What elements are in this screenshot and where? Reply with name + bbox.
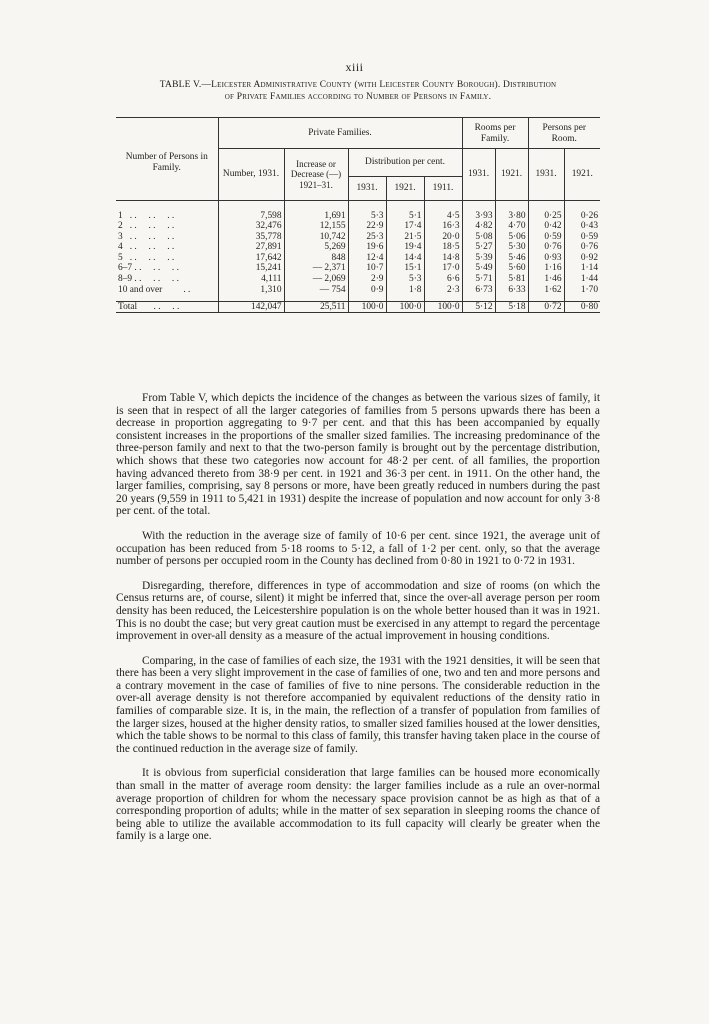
body-text [116, 392, 600, 855]
cell-rooms-1921: 5·81 [495, 274, 528, 285]
header-persons-1921: 1921. [564, 149, 600, 201]
total-increase: 25,511 [284, 301, 348, 313]
page-number: xiii [345, 60, 364, 74]
header-dist-1911: 1911. [424, 177, 462, 201]
paragraph: With the reduction in the average size of family of 10·6 per cent. since 1921, the average unit of occupation has been reduced from 5·18 rooms to 5·12, a fall of 1·2 per cent. only, so that the average number of persons per occupied room in the County has declined from 0·80 in 1921 to 0·72 in 1931. [116, 529, 600, 568]
total-label: Total . . . . [116, 301, 218, 313]
cell-rooms-1921: 3·80 [495, 211, 528, 222]
total-persons-1921: 0·80 [564, 301, 600, 313]
cell-dist-1931: 25·3 [348, 232, 386, 243]
cell-rooms-1931: 5·08 [462, 232, 495, 243]
cell-dist-1911: 4·5 [424, 211, 462, 222]
cell-number: 15,241 [218, 263, 284, 274]
row-label: 8–9 . . . . . . [118, 274, 179, 285]
cell-number: 35,778 [218, 232, 284, 243]
cell-dist-1911: 14·8 [424, 253, 462, 264]
table-row [116, 232, 600, 243]
row-label: 10 and over . . [118, 284, 191, 295]
cell-persons-1931: 0·25 [528, 211, 564, 222]
cell-rooms-1931: 6·73 [462, 285, 495, 296]
cell-number: 17,642 [218, 253, 284, 264]
cell-dist-1911: 6·6 [424, 274, 462, 285]
cell-rooms-1931: 3·93 [462, 211, 495, 222]
cell-increase: 5,269 [284, 242, 348, 253]
cell-persons-1921: 1·70 [564, 285, 600, 296]
cell-increase: — 2,371 [284, 263, 348, 274]
cell-dist-1911: 17·0 [424, 263, 462, 274]
cell-persons-1921: 0·59 [564, 232, 600, 243]
cell-dist-1921: 5·1 [386, 211, 424, 222]
cell-rooms-1921: 5·46 [495, 253, 528, 264]
cell-rooms-1931: 5·71 [462, 274, 495, 285]
cell-persons-1931: 1·16 [528, 263, 564, 274]
paragraph: From Table V, which depicts the incidence of the changes as between the various sizes of family, it is seen that in respect of all the larger categories of families from 5 persons upwards there has been a decrease in proportion aggregating to 9·7 per cent. and that this has been accompanied by equally consistent increases in the proportions of the smaller sized families. The increasing predominance of the three-person family and next to that the two-person family is brought out by the percentage distribution, which shows that these two categories now account for 48·2 per cent. of all families, the proportion having advanced thereto from 38·9 per cent. in 1921 and 36·3 per cent. in 1911. On the other hand, the larger families, comprising, say 8 persons or more, have been greatly reduced in numbers during the past 20 years (9,559 in 1911 to 5,421 in 1931) despite the increase of population and now account for only 3·8 per cent. of the total. [116, 392, 600, 518]
cell-persons-1921: 0·26 [564, 211, 600, 222]
row-label: 1 . . . . . . [118, 210, 175, 221]
table-title-line-2: of Private Families according to Number of Persons in Family. [224, 92, 492, 102]
row-label: 6–7 . . . . . . [118, 263, 179, 274]
cell-persons-1931: 0·93 [528, 253, 564, 264]
cell-dist-1931: 19·6 [348, 242, 386, 253]
cell-dist-1921: 17·4 [386, 221, 424, 232]
paragraph: Disregarding, therefore, differences in type of accommodation and size of rooms (on which the Census returns are, of course, silent) it might be inferred that, since the over-all average person per room density has been reduced, the Leicestershire population is on the whole better housed than it was in 1921. This is no doubt the case; but very great caution must be exercised in any attempt to regard the percentage improvement in over-all density as a measure of the actual improvement in housing conditions. [116, 579, 600, 643]
cell-rooms-1931: 5·27 [462, 242, 495, 253]
cell-increase: — 754 [284, 285, 348, 296]
cell-rooms-1921: 5·60 [495, 263, 528, 274]
cell-increase: — 2,069 [284, 274, 348, 285]
cell-dist-1921: 19·4 [386, 242, 424, 253]
total-dist-1921: 100·0 [386, 301, 424, 313]
header-rooms-1931: 1931. [462, 149, 495, 201]
header-dist-1931: 1931. [348, 177, 386, 201]
cell-persons-1921: 1·44 [564, 274, 600, 285]
total-number: 142,047 [218, 301, 284, 313]
row-label: 2 . . . . . . [118, 221, 175, 232]
cell-persons-1931: 0·42 [528, 221, 564, 232]
table-total-row [116, 301, 600, 313]
row-label: 4 . . . . . . [118, 242, 175, 253]
cell-persons-1931: 0·76 [528, 242, 564, 253]
header-private-families: Private Families. [218, 118, 462, 149]
cell-persons-1931: 0·59 [528, 232, 564, 243]
cell-number: 4,111 [218, 274, 284, 285]
total-persons-1931: 0·72 [528, 301, 564, 313]
cell-dist-1921: 5·3 [386, 274, 424, 285]
cell-rooms-1931: 5·49 [462, 263, 495, 274]
cell-dist-1921: 14·4 [386, 253, 424, 264]
header-rooms-1921: 1921. [495, 149, 528, 201]
header-number-1931: Number, 1931. [218, 149, 284, 201]
header-increase: Increase or Decrease (—) 1921–31. [284, 149, 348, 201]
header-number-of-persons: Number of Persons in Family. [116, 118, 218, 201]
header-dist-1921: 1921. [386, 177, 424, 201]
cell-increase: 848 [284, 253, 348, 264]
total-dist-1931: 100·0 [348, 301, 386, 313]
table-row [116, 263, 600, 274]
row-label: 3 . . . . . . [118, 231, 175, 242]
table-row [116, 221, 600, 232]
row-label: 5 . . . . . . [118, 252, 175, 263]
cell-persons-1931: 1·62 [528, 285, 564, 296]
total-dist-1911: 100·0 [424, 301, 462, 313]
paragraph: It is obvious from superficial consideration that large families can be housed more economically than small in the matter of average room density: the larger families include as a rule an over-normal average proportion of children for whom the necessary space provision cannot be as high as that of a corresponding proportion of adults; while in the matter of sex separation in sleeping rooms the chance of being able to utilize the available accommodation to its full capacity will clearly be greater when the family is a large one. [116, 767, 600, 843]
cell-persons-1931: 1·46 [528, 274, 564, 285]
cell-number: 32,476 [218, 221, 284, 232]
cell-increase: 1,691 [284, 211, 348, 222]
cell-persons-1921: 0·43 [564, 221, 600, 232]
paragraph: Comparing, in the case of families of each size, the 1931 with the 1921 densities, it will be seen that there has been a very slight improvement in the case of families of one, two and ten and more persons and a contrary movement in the case of families of five to nine persons. The considerable reduction in the over-all average density is not therefore accompanied by equivalent reductions of the density ratio in families of comparable size. It is, in the main, the reflection of a transfer of population from families of the larger sizes, housed at the higher density ratios, to smaller sized families housed at the lower densities, which the table shows to be normal to this class of family, this transfer having taken place in the course of the continued reduction in the average size of family. [116, 654, 600, 755]
table-row [116, 285, 600, 296]
table-row [116, 253, 600, 264]
header-distribution: Distribution per cent. [348, 149, 462, 177]
cell-persons-1921: 1·14 [564, 263, 600, 274]
cell-number: 7,598 [218, 211, 284, 222]
cell-persons-1921: 0·76 [564, 242, 600, 253]
table-row [116, 211, 600, 222]
cell-rooms-1921: 4·70 [495, 221, 528, 232]
cell-number: 27,891 [218, 242, 284, 253]
table-title-line-1: TABLE V.—Leicester Administrative County (with Leicester County Borough). Distribution [159, 80, 557, 90]
cell-dist-1931: 10·7 [348, 263, 386, 274]
distribution-table [116, 117, 600, 313]
cell-rooms-1921: 6·33 [495, 285, 528, 296]
cell-rooms-1921: 5·30 [495, 242, 528, 253]
cell-increase: 12,155 [284, 221, 348, 232]
cell-dist-1931: 12·4 [348, 253, 386, 264]
cell-rooms-1921: 5·06 [495, 232, 528, 243]
cell-increase: 10,742 [284, 232, 348, 243]
cell-dist-1921: 21·5 [386, 232, 424, 243]
cell-dist-1921: 15·1 [386, 263, 424, 274]
cell-dist-1931: 2·9 [348, 274, 386, 285]
cell-rooms-1931: 5·39 [462, 253, 495, 264]
cell-number: 1,310 [218, 285, 284, 296]
header-rooms-per-family: Rooms per Family. [462, 118, 528, 149]
total-rooms-1921: 5·18 [495, 301, 528, 313]
cell-persons-1921: 0·92 [564, 253, 600, 264]
cell-dist-1931: 22·9 [348, 221, 386, 232]
cell-dist-1911: 16·3 [424, 221, 462, 232]
cell-dist-1921: 1·8 [386, 285, 424, 296]
table-row [116, 274, 600, 285]
cell-dist-1931: 0·9 [348, 285, 386, 296]
total-rooms-1931: 5·12 [462, 301, 495, 313]
cell-dist-1931: 5·3 [348, 211, 386, 222]
table-title [116, 79, 600, 103]
header-persons-1931: 1931. [528, 149, 564, 201]
cell-rooms-1931: 4·82 [462, 221, 495, 232]
header-persons-per-room: Persons per Room. [528, 118, 600, 149]
cell-dist-1911: 20·0 [424, 232, 462, 243]
cell-dist-1911: 18·5 [424, 242, 462, 253]
cell-dist-1911: 2·3 [424, 285, 462, 296]
table-row [116, 242, 600, 253]
